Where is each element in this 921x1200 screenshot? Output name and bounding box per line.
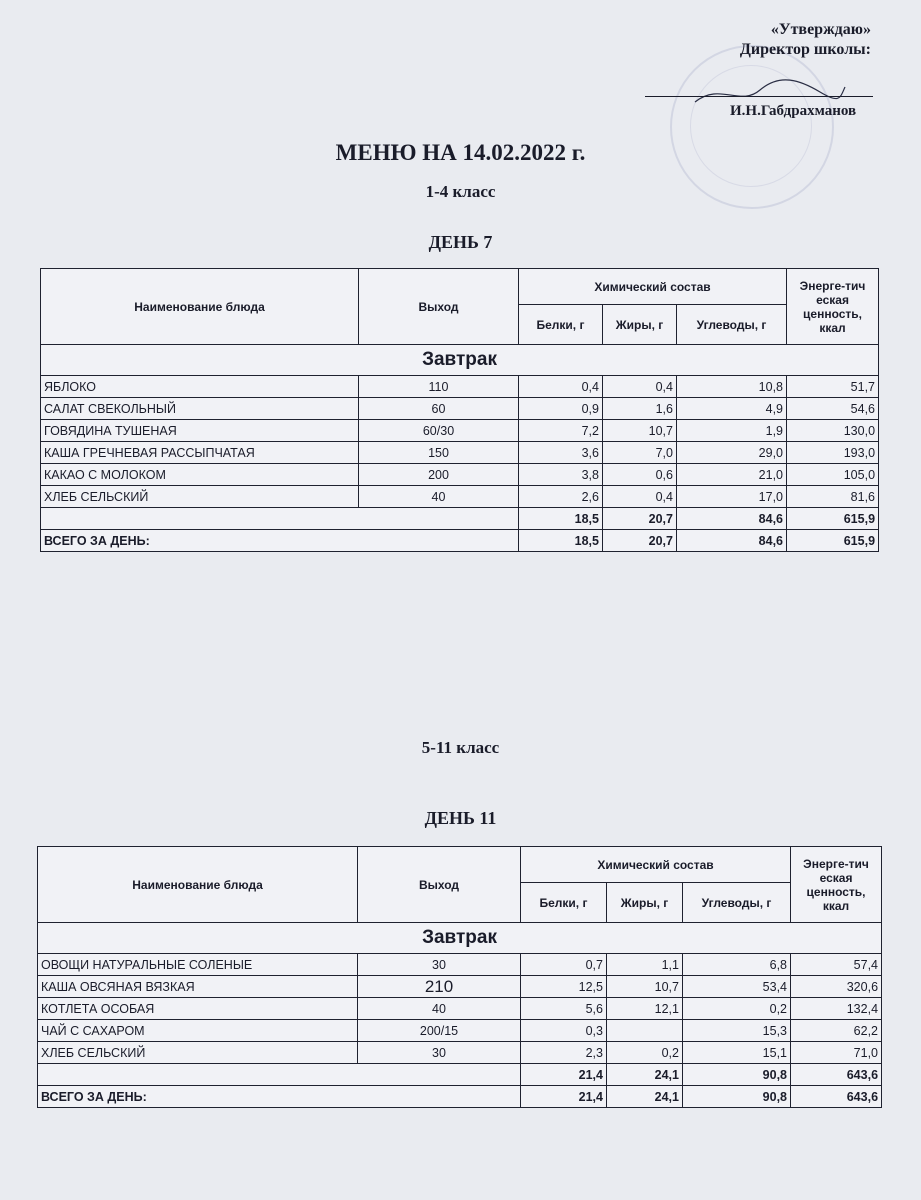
header-chem: Химический состав [519, 269, 787, 305]
day-label-1: ДЕНЬ 7 [428, 232, 493, 252]
dish-output: 110 [359, 376, 519, 398]
header-energy: Энерге-тич еская ценность, ккал [791, 847, 882, 923]
dish-name: ГОВЯДИНА ТУШЕНАЯ [41, 420, 359, 442]
dish-carbs: 15,1 [683, 1042, 791, 1064]
total-protein: 21,4 [521, 1086, 607, 1108]
header-protein: Белки, г [519, 305, 603, 345]
dish-name: КАША ГРЕЧНЕВАЯ РАССЫПЧАТАЯ [41, 442, 359, 464]
dish-carbs: 21,0 [677, 464, 787, 486]
header-name: Наименование блюда [38, 847, 358, 923]
dish-energy: 105,0 [787, 464, 879, 486]
dish-energy: 54,6 [787, 398, 879, 420]
header-protein: Белки, г [521, 883, 607, 923]
dish-energy: 51,7 [787, 376, 879, 398]
dish-fat: 0,4 [603, 486, 677, 508]
dish-protein: 0,3 [521, 1020, 607, 1042]
header-carbs: Углеводы, г [677, 305, 787, 345]
dish-carbs: 0,2 [683, 998, 791, 1020]
header-name: Наименование блюда [41, 269, 359, 345]
dish-energy: 62,2 [791, 1020, 882, 1042]
table-row [41, 376, 879, 398]
subtotal-protein: 18,5 [519, 508, 603, 530]
subtotal-energy: 615,9 [787, 508, 879, 530]
dish-fat: 7,0 [603, 442, 677, 464]
subtotal-carbs: 90,8 [683, 1064, 791, 1086]
dish-fat: 0,2 [607, 1042, 683, 1064]
dish-output: 200 [359, 464, 519, 486]
total-energy: 643,6 [791, 1086, 882, 1108]
page-title: МЕНЮ НА 14.02.2022 г. [335, 140, 586, 165]
table-row [41, 398, 879, 420]
dish-carbs: 4,9 [677, 398, 787, 420]
dish-protein: 0,4 [519, 376, 603, 398]
approval-block [740, 20, 871, 60]
total-label: ВСЕГО ЗА ДЕНЬ: [41, 530, 519, 552]
header-carbs: Углеводы, г [683, 883, 791, 923]
dish-protein: 5,6 [521, 998, 607, 1020]
subtotal-label [41, 508, 519, 530]
dish-output: 30 [358, 954, 521, 976]
dish-output: 40 [358, 998, 521, 1020]
dish-output: 210 [358, 976, 521, 998]
dish-fat: 10,7 [603, 420, 677, 442]
total-row [41, 530, 879, 552]
dish-energy: 71,0 [791, 1042, 882, 1064]
dish-carbs: 1,9 [677, 420, 787, 442]
dish-carbs: 29,0 [677, 442, 787, 464]
total-energy: 615,9 [787, 530, 879, 552]
dish-fat [607, 1020, 683, 1042]
subtotal-row [38, 1064, 882, 1086]
dish-name: ХЛЕБ СЕЛЬСКИЙ [41, 486, 359, 508]
signature-line [645, 96, 873, 97]
dish-output: 60/30 [359, 420, 519, 442]
subtotal-protein: 21,4 [521, 1064, 607, 1086]
header-fat: Жиры, г [603, 305, 677, 345]
total-carbs: 90,8 [683, 1086, 791, 1108]
meal-label: Завтрак [38, 923, 882, 954]
header-energy: Энерге-тич еская ценность, ккал [787, 269, 879, 345]
dish-energy: 193,0 [787, 442, 879, 464]
table-row [41, 464, 879, 486]
dish-fat: 1,6 [603, 398, 677, 420]
menu-table-1 [40, 268, 879, 552]
dish-carbs: 53,4 [683, 976, 791, 998]
total-protein: 18,5 [519, 530, 603, 552]
total-fat: 20,7 [603, 530, 677, 552]
table-row [41, 486, 879, 508]
dish-energy: 320,6 [791, 976, 882, 998]
dish-protein: 7,2 [519, 420, 603, 442]
dish-carbs: 6,8 [683, 954, 791, 976]
dish-energy: 130,0 [787, 420, 879, 442]
dish-name: ХЛЕБ СЕЛЬСКИЙ [38, 1042, 358, 1064]
dish-name: КОТЛЕТА ОСОБАЯ [38, 998, 358, 1020]
dish-protein: 3,6 [519, 442, 603, 464]
dish-carbs: 15,3 [683, 1020, 791, 1042]
table-row [38, 1042, 882, 1064]
approval-line1: «Утверждаю» [770, 21, 871, 38]
dish-name: ЧАЙ С САХАРОМ [38, 1020, 358, 1042]
subtotal-label [38, 1064, 521, 1086]
dish-name: САЛАТ СВЕКОЛЬНЫЙ [41, 398, 359, 420]
subtotal-row [41, 508, 879, 530]
dish-name: КАША ОВСЯНАЯ ВЯЗКАЯ [38, 976, 358, 998]
total-fat: 24,1 [607, 1086, 683, 1108]
table-row [38, 976, 882, 998]
total-carbs: 84,6 [677, 530, 787, 552]
subtotal-carbs: 84,6 [677, 508, 787, 530]
dish-fat: 12,1 [607, 998, 683, 1020]
dish-carbs: 10,8 [677, 376, 787, 398]
day-label-2: ДЕНЬ 11 [424, 808, 497, 828]
dish-protein: 12,5 [521, 976, 607, 998]
table-row [41, 420, 879, 442]
dish-protein: 3,8 [519, 464, 603, 486]
dish-energy: 132,4 [791, 998, 882, 1020]
table-row [38, 998, 882, 1020]
dish-fat: 1,1 [607, 954, 683, 976]
subtotal-fat: 24,1 [607, 1064, 683, 1086]
dish-protein: 2,3 [521, 1042, 607, 1064]
dish-output: 200/15 [358, 1020, 521, 1042]
dish-name: ОВОЩИ НАТУРАЛЬНЫЕ СОЛЕНЫЕ [38, 954, 358, 976]
dish-protein: 2,6 [519, 486, 603, 508]
header-output: Выход [359, 269, 519, 345]
header-chem: Химический состав [521, 847, 791, 883]
subtotal-energy: 643,6 [791, 1064, 882, 1086]
total-label: ВСЕГО ЗА ДЕНЬ: [38, 1086, 521, 1108]
signer-name: И.Н.Габдрахманов [730, 103, 857, 119]
subtotal-fat: 20,7 [603, 508, 677, 530]
dish-protein: 0,9 [519, 398, 603, 420]
dish-fat: 0,6 [603, 464, 677, 486]
menu-table-2 [37, 846, 882, 1108]
dish-output: 40 [359, 486, 519, 508]
dish-fat: 10,7 [607, 976, 683, 998]
dish-protein: 0,7 [521, 954, 607, 976]
total-row [38, 1086, 882, 1108]
dish-output: 150 [359, 442, 519, 464]
table-row [41, 442, 879, 464]
dish-output: 30 [358, 1042, 521, 1064]
dish-name: ЯБЛОКО [41, 376, 359, 398]
approval-line2: Директор школы: [739, 41, 871, 58]
grade-label-2: 5-11 класс [421, 738, 500, 757]
table-row [38, 1020, 882, 1042]
grade-label-1: 1-4 класс [425, 182, 496, 201]
dish-energy: 57,4 [791, 954, 882, 976]
header-fat: Жиры, г [607, 883, 683, 923]
meal-label: Завтрак [41, 345, 879, 376]
dish-name: КАКАО С МОЛОКОМ [41, 464, 359, 486]
dish-fat: 0,4 [603, 376, 677, 398]
dish-energy: 81,6 [787, 486, 879, 508]
dish-output: 60 [359, 398, 519, 420]
dish-carbs: 17,0 [677, 486, 787, 508]
header-output: Выход [358, 847, 521, 923]
table-row [38, 954, 882, 976]
